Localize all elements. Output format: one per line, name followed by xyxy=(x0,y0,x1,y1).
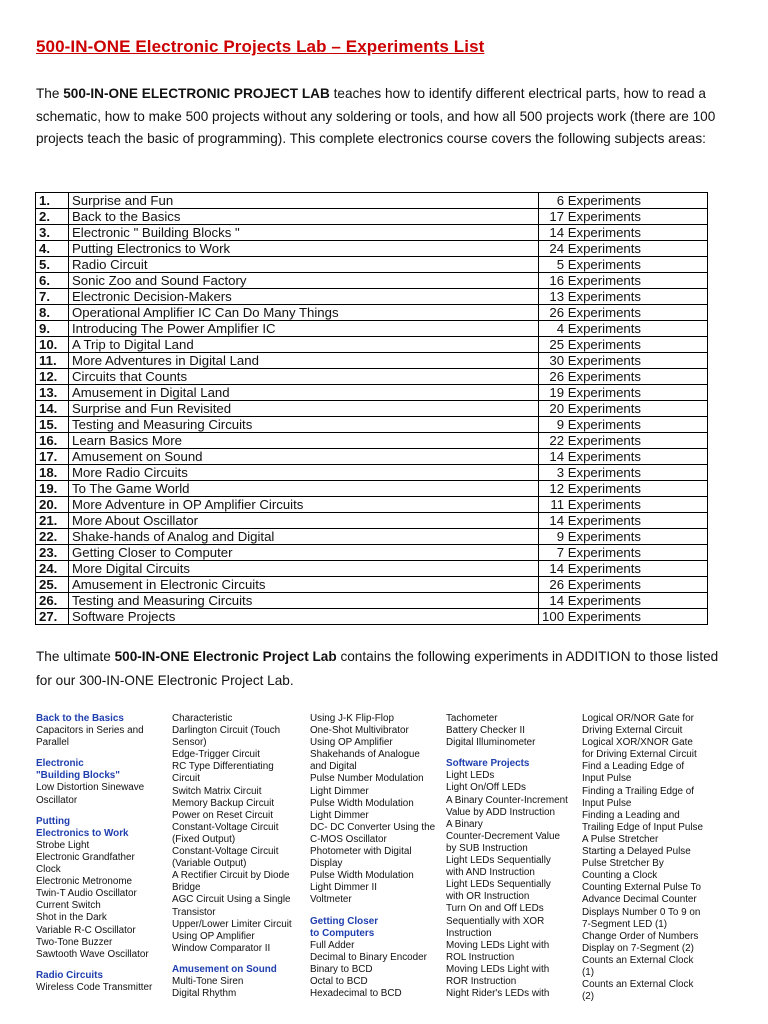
subject-row xyxy=(36,513,708,529)
experiment-item: ROL Instruction xyxy=(446,951,515,963)
subject-name: Putting Electronics to Work xyxy=(69,241,539,257)
subject-name: More Adventure in OP Amplifier Circuits xyxy=(69,497,539,513)
subject-row xyxy=(36,257,708,273)
subject-row xyxy=(36,529,708,545)
subject-name: More Adventures in Digital Land xyxy=(69,353,539,369)
outro-text-bold: 500-IN-ONE Electronic Project Lab xyxy=(114,649,337,664)
experiment-item: Darlington Circuit (Touch xyxy=(172,725,281,737)
experiment-item: Tachometer xyxy=(446,713,498,724)
subject-row xyxy=(36,225,708,241)
experiment-item: ROR Instruction xyxy=(446,975,517,987)
subject-row xyxy=(36,241,708,257)
subject-number: 6. xyxy=(36,273,69,289)
page-title: 500-IN-ONE Electronic Projects Lab – Experiments List xyxy=(36,37,485,56)
experiment-item: Advance Decimal Counter xyxy=(582,894,697,906)
experiment-item: Edge-Trigger Circuit xyxy=(172,749,260,761)
subject-count: 9 Experiments xyxy=(539,529,708,545)
experiment-item: Using OP Amplifier xyxy=(310,737,393,749)
experiment-item: Shakehands of Analogue xyxy=(310,749,420,761)
subject-row xyxy=(36,193,708,209)
outro-paragraph xyxy=(36,645,726,693)
subject-row xyxy=(36,321,708,337)
subject-row xyxy=(36,305,708,321)
subject-row xyxy=(36,609,708,625)
subject-number: 9. xyxy=(36,321,69,337)
subject-name: Back to the Basics xyxy=(69,209,539,225)
subject-count: 12 Experiments xyxy=(539,481,708,497)
intro-paragraph xyxy=(36,83,726,151)
subject-row xyxy=(36,449,708,465)
column-spacer xyxy=(36,749,152,758)
section-heading: Radio Circuits xyxy=(36,969,103,981)
experiments-column-3 xyxy=(310,713,435,1000)
subject-name: More Radio Circuits xyxy=(69,465,539,481)
column-spacer xyxy=(172,955,292,964)
subject-row xyxy=(36,577,708,593)
subject-row xyxy=(36,353,708,369)
subject-name: More About Oscillator xyxy=(69,513,539,529)
subject-name: Amusement in Digital Land xyxy=(69,385,539,401)
subject-name: Introducing The Power Amplifier IC xyxy=(69,321,539,337)
subject-count: 11 Experiments xyxy=(539,497,708,513)
experiment-item: Display xyxy=(310,858,343,870)
subject-number: 7. xyxy=(36,289,69,305)
subject-number: 24. xyxy=(36,561,69,577)
experiment-item: Light LEDs xyxy=(446,770,495,782)
experiment-item: Counts an External Clock xyxy=(582,954,694,966)
subject-number: 12. xyxy=(36,369,69,385)
subject-name: Radio Circuit xyxy=(69,257,539,273)
subject-count: 5 Experiments xyxy=(539,257,708,273)
intro-text-bold: 500-IN-ONE ELECTRONIC PROJECT LAB xyxy=(63,86,330,101)
experiment-item: Full Adder xyxy=(310,939,355,951)
subject-number: 22. xyxy=(36,529,69,545)
experiment-item: A Binary xyxy=(446,818,483,830)
subject-name: Operational Amplifier IC Can Do Many Things xyxy=(69,305,539,321)
subject-number: 10. xyxy=(36,337,69,353)
subject-count: 14 Experiments xyxy=(539,513,708,529)
experiment-item: Window Comparator II xyxy=(172,942,271,954)
experiments-column-5 xyxy=(582,713,703,1003)
subject-count: 17 Experiments xyxy=(539,209,708,225)
experiment-item: RC Type Differentiating xyxy=(172,761,274,773)
section-heading: Amusement on Sound xyxy=(172,963,277,975)
subject-row xyxy=(36,465,708,481)
experiment-item: Two-Tone Buzzer xyxy=(36,936,113,948)
experiment-item: Find a Leading Edge of xyxy=(582,761,685,773)
subject-number: 23. xyxy=(36,545,69,561)
experiment-item: Shot in the Dark xyxy=(36,912,107,924)
experiment-item: Pulse Stretcher By xyxy=(582,858,664,870)
subject-row xyxy=(36,209,708,225)
subject-number: 4. xyxy=(36,241,69,257)
subject-name: Software Projects xyxy=(69,609,539,625)
experiment-item: Twin-T Audio Oscillator xyxy=(36,888,137,900)
experiment-item: Instruction xyxy=(446,927,492,939)
outro-text-post: contains the following experiments in ADDITION to those listed for our 300-IN-ONE Electronic Project Lab. xyxy=(36,649,719,688)
subject-count: 25 Experiments xyxy=(539,337,708,353)
subject-number: 27. xyxy=(36,609,69,625)
subject-count: 20 Experiments xyxy=(539,401,708,417)
experiment-item: Pulse Width Modulation xyxy=(310,870,414,882)
subject-name: Surprise and Fun xyxy=(69,193,539,209)
experiment-item: Pulse Width Modulation xyxy=(310,797,414,809)
subjects-table xyxy=(35,192,708,625)
subject-number: 25. xyxy=(36,577,69,593)
experiment-item: (Variable Output) xyxy=(172,858,247,870)
experiment-item: Turn On and Off LEDs xyxy=(446,903,544,915)
subject-number: 15. xyxy=(36,417,69,433)
experiment-item: Pulse Number Modulation xyxy=(310,773,424,785)
experiment-item: Binary to BCD xyxy=(310,963,373,975)
experiment-item: A Rectifier Circuit by Diode xyxy=(172,870,290,882)
subject-number: 8. xyxy=(36,305,69,321)
subject-name: Electronic Decision-Makers xyxy=(69,289,539,305)
column-spacer xyxy=(36,807,152,816)
subject-count: 3 Experiments xyxy=(539,465,708,481)
subject-count: 26 Experiments xyxy=(539,577,708,593)
subject-count: 22 Experiments xyxy=(539,433,708,449)
subject-count: 26 Experiments xyxy=(539,305,708,321)
subject-number: 13. xyxy=(36,385,69,401)
experiment-item: Moving LEDs Light with xyxy=(446,939,550,951)
experiment-item: Light Dimmer II xyxy=(310,882,377,894)
experiment-item: AGC Circuit Using a Single xyxy=(172,894,291,906)
subject-name: Circuits that Counts xyxy=(69,369,539,385)
column-spacer xyxy=(36,961,152,970)
subjects-table-body xyxy=(36,193,708,625)
subject-count: 14 Experiments xyxy=(539,449,708,465)
subject-count: 6 Experiments xyxy=(539,193,708,209)
experiment-item: One-Shot Multivibrator xyxy=(310,725,409,737)
experiments-column-1 xyxy=(36,713,152,994)
experiment-item: C-MOS Oscillator xyxy=(310,833,387,845)
experiment-item: Using J-K Flip-Flop xyxy=(310,713,394,724)
experiment-item: Strobe Light xyxy=(36,839,90,851)
section-heading: Back to the Basics xyxy=(36,713,124,724)
experiment-item: 7-Segment LED (1) xyxy=(582,918,668,930)
subject-name: Surprise and Fun Revisited xyxy=(69,401,539,417)
subject-number: 5. xyxy=(36,257,69,273)
subject-count: 16 Experiments xyxy=(539,273,708,289)
subject-row xyxy=(36,385,708,401)
subject-name: More Digital Circuits xyxy=(69,561,539,577)
subject-count: 100 Experiments xyxy=(539,609,708,625)
experiment-item: Battery Checker II xyxy=(446,725,526,737)
experiment-item: Octal to BCD xyxy=(310,975,368,987)
subject-count: 24 Experiments xyxy=(539,241,708,257)
experiment-item: Current Switch xyxy=(36,900,101,912)
subject-row xyxy=(36,433,708,449)
subject-row xyxy=(36,545,708,561)
experiment-item: by SUB Instruction xyxy=(446,842,528,854)
experiment-item: Counting a Clock xyxy=(582,870,658,882)
experiment-item: Wireless Code Transmitter xyxy=(36,981,153,993)
subject-row xyxy=(36,561,708,577)
subject-number: 21. xyxy=(36,513,69,529)
subject-name: A Trip to Digital Land xyxy=(69,337,539,353)
experiment-item: Electronic Grandfather xyxy=(36,851,135,863)
experiment-item: Parallel xyxy=(36,737,69,749)
experiment-item: Trailing Edge of Input Pulse xyxy=(582,821,703,833)
experiment-item: Sequentially with XOR xyxy=(446,915,545,927)
subject-row xyxy=(36,369,708,385)
experiment-item: Upper/Lower Limiter Circuit xyxy=(172,918,292,930)
subject-number: 1. xyxy=(36,193,69,209)
subject-row xyxy=(36,273,708,289)
experiment-item: Voltmeter xyxy=(310,894,352,906)
subject-count: 14 Experiments xyxy=(539,561,708,577)
experiment-item: Variable R-C Oscillator xyxy=(36,924,136,936)
subject-count: 7 Experiments xyxy=(539,545,708,561)
subject-row xyxy=(36,481,708,497)
experiment-item: Logical OR/NOR Gate for xyxy=(582,713,694,724)
experiment-item: Transistor xyxy=(172,906,216,918)
experiment-item: (1) xyxy=(582,966,595,978)
section-heading: Electronic xyxy=(36,758,84,770)
experiment-item: Power on Reset Circuit xyxy=(172,809,273,821)
subject-name: Electronic " Building Blocks " xyxy=(69,225,539,241)
section-heading: "Building Blocks" xyxy=(36,770,120,782)
subject-number: 20. xyxy=(36,497,69,513)
subject-count: 30 Experiments xyxy=(539,353,708,369)
experiment-item: Constant-Voltage Circuit xyxy=(172,846,279,858)
experiment-item: A Pulse Stretcher xyxy=(582,833,659,845)
subject-name: Learn Basics More xyxy=(69,433,539,449)
subject-number: 3. xyxy=(36,225,69,241)
experiment-item: for Driving External Circuit xyxy=(582,749,697,761)
experiment-item: and Digital xyxy=(310,761,357,773)
experiment-item: Decimal to Binary Encoder xyxy=(310,951,427,963)
subject-number: 19. xyxy=(36,481,69,497)
section-heading: to Computers xyxy=(310,927,375,939)
subject-number: 16. xyxy=(36,433,69,449)
column-spacer xyxy=(310,907,435,916)
subject-row xyxy=(36,593,708,609)
experiment-item: Characteristic xyxy=(172,713,233,724)
experiment-item: Circuit xyxy=(172,773,200,785)
subject-count: 14 Experiments xyxy=(539,593,708,609)
outro-text-pre: The ultimate xyxy=(36,649,115,664)
subject-row xyxy=(36,417,708,433)
experiment-item: Oscillator xyxy=(36,794,78,806)
experiment-item: Clock xyxy=(36,864,61,876)
section-heading: Electronics to Work xyxy=(36,827,129,839)
experiment-item: with AND Instruction xyxy=(446,867,535,879)
subject-row xyxy=(36,497,708,513)
experiment-item: Night Rider's LEDs with xyxy=(446,988,550,1000)
experiment-item: Hexadecimal to BCD xyxy=(310,988,402,1000)
subject-name: Shake-hands of Analog and Digital xyxy=(69,529,539,545)
experiment-item: Constant-Voltage Circuit xyxy=(172,821,279,833)
column-spacer xyxy=(446,749,568,758)
subject-count: 14 Experiments xyxy=(539,225,708,241)
experiment-item: Displays Number 0 To 9 on xyxy=(582,906,701,918)
experiment-item: Light On/Off LEDs xyxy=(446,782,526,794)
experiment-item: Light Dimmer xyxy=(310,785,369,797)
subject-number: 14. xyxy=(36,401,69,417)
subject-count: 19 Experiments xyxy=(539,385,708,401)
experiment-item: Using OP Amplifier xyxy=(172,930,255,942)
experiment-item: Moving LEDs Light with xyxy=(446,963,550,975)
subject-count: 4 Experiments xyxy=(539,321,708,337)
subject-number: 11. xyxy=(36,353,69,369)
intro-text-post: teaches how to identify different electrical parts, how to read a schematic, how to make 500 projects without any soldering or tools, and how all 500 projects work (there are 100 projects teach the basic of programming). This complete electronics course covers the following subjects areas: xyxy=(36,86,716,146)
experiment-item: Bridge xyxy=(172,882,201,894)
experiment-item: Light LEDs Sequentially xyxy=(446,855,551,867)
experiment-item: Driving External Circuit xyxy=(582,725,683,737)
experiment-item: DC- DC Converter Using the xyxy=(310,821,436,833)
experiment-item: Input Pulse xyxy=(582,773,632,785)
subject-row xyxy=(36,401,708,417)
experiment-item: Sensor) xyxy=(172,737,207,749)
experiment-item: (Fixed Output) xyxy=(172,833,236,845)
experiment-item: Light Dimmer xyxy=(310,809,369,821)
experiment-item: Finding a Trailing Edge of xyxy=(582,785,694,797)
experiment-item: Finding a Leading and xyxy=(582,809,680,821)
subject-number: 2. xyxy=(36,209,69,225)
experiment-item: Counting External Pulse To xyxy=(582,882,701,894)
subject-name: Amusement in Electronic Circuits xyxy=(69,577,539,593)
experiment-item: Multi-Tone Siren xyxy=(172,975,244,987)
subject-number: 26. xyxy=(36,593,69,609)
subject-number: 18. xyxy=(36,465,69,481)
experiment-item: Memory Backup Circuit xyxy=(172,797,275,809)
experiment-item: Change Order of Numbers xyxy=(582,930,699,942)
subject-number: 17. xyxy=(36,449,69,465)
subject-name: Testing and Measuring Circuits xyxy=(69,417,539,433)
subject-count: 9 Experiments xyxy=(539,417,708,433)
subject-row xyxy=(36,337,708,353)
subject-name: Testing and Measuring Circuits xyxy=(69,593,539,609)
section-heading: Getting Closer xyxy=(310,915,379,927)
experiment-item: Electronic Metronome xyxy=(36,876,133,888)
subject-count: 26 Experiments xyxy=(539,369,708,385)
experiments-column-2 xyxy=(172,713,292,1000)
subject-name: Getting Closer to Computer xyxy=(69,545,539,561)
experiment-item: A Binary Counter-Increment xyxy=(446,794,568,806)
experiment-item: Sawtooth Wave Oscillator xyxy=(36,948,149,960)
experiment-item: Input Pulse xyxy=(582,797,632,809)
experiment-item: Capacitors in Series and xyxy=(36,725,144,737)
intro-text-pre: The xyxy=(36,86,64,101)
experiment-item: Display on 7-Segment (2) xyxy=(582,942,694,954)
experiment-item: Starting a Delayed Pulse xyxy=(582,846,691,858)
experiment-item: Low Distortion Sinewave xyxy=(36,782,145,794)
experiment-item: Counts an External Clock xyxy=(582,979,694,991)
experiment-item: Switch Matrix Circuit xyxy=(172,785,262,797)
experiment-item: Light LEDs Sequentially xyxy=(446,879,551,891)
subject-row xyxy=(36,289,708,305)
section-heading: Putting xyxy=(36,815,71,827)
experiment-item: Photometer with Digital xyxy=(310,846,412,858)
experiment-item: with OR Instruction xyxy=(446,891,530,903)
experiment-item: (2) xyxy=(582,991,595,1003)
subject-name: Sonic Zoo and Sound Factory xyxy=(69,273,539,289)
experiment-item: Counter-Decrement Value xyxy=(446,830,560,842)
subject-count: 13 Experiments xyxy=(539,289,708,305)
experiment-item: Value by ADD Instruction xyxy=(446,806,556,818)
subject-name: To The Game World xyxy=(69,481,539,497)
experiment-item: Digital Illuminometer xyxy=(446,737,536,749)
subject-name: Amusement on Sound xyxy=(69,449,539,465)
experiment-item: Logical XOR/XNOR Gate xyxy=(582,737,693,749)
section-heading: Software Projects xyxy=(446,758,530,770)
experiments-column-4 xyxy=(446,713,568,1000)
experiment-item: Digital Rhythm xyxy=(172,988,237,1000)
